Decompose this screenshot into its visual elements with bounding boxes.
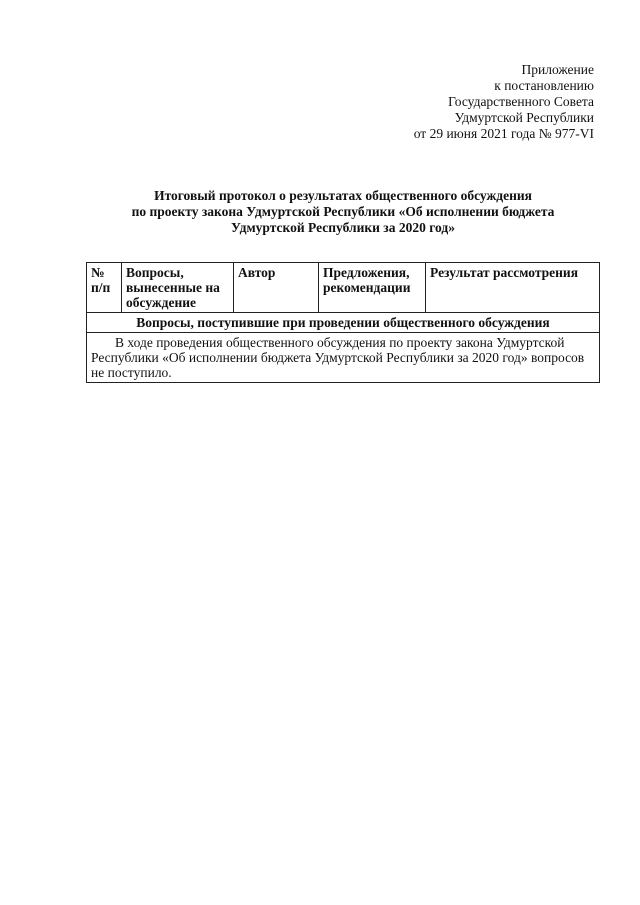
- title-line: Итоговый протокол о результатах общественного обсуждения: [154, 188, 532, 203]
- section-row: [87, 313, 600, 333]
- body-text: В ходе проведения общественного обсуждения по проекту закона Удмуртской Республики «Об исполнении бюджета Удмуртской Республики за 2020 год» вопросов не поступило.: [87, 333, 600, 383]
- appendix-line: Государственного Совета: [448, 94, 594, 109]
- appendix-line: Приложение: [521, 62, 594, 77]
- appendix-block: [414, 62, 594, 142]
- header-number: № п/п: [87, 263, 122, 313]
- table-header-row: [87, 263, 600, 313]
- header-questions: Вопросы, вынесенные на обсуждение: [122, 263, 234, 313]
- title-line: по проекту закона Удмуртской Республики «Об исполнении бюджета: [131, 204, 555, 219]
- protocol-table: [86, 262, 600, 383]
- appendix-date-line: от 29 июня 2021 года № 977-VI: [413, 126, 594, 141]
- section-title: Вопросы, поступившие при проведении общественного обсуждения: [87, 313, 600, 333]
- table-row: [87, 333, 600, 383]
- header-result: Результат рассмотрения: [426, 263, 600, 313]
- header-author: Автор: [234, 263, 319, 313]
- title-line: Удмуртской Республики за 2020 год»: [231, 220, 455, 235]
- appendix-line: Удмуртской Республики: [454, 110, 594, 125]
- header-proposals: Предложения, рекомендации: [319, 263, 426, 313]
- appendix-line: к постановлению: [494, 78, 594, 93]
- document-title: [86, 188, 600, 236]
